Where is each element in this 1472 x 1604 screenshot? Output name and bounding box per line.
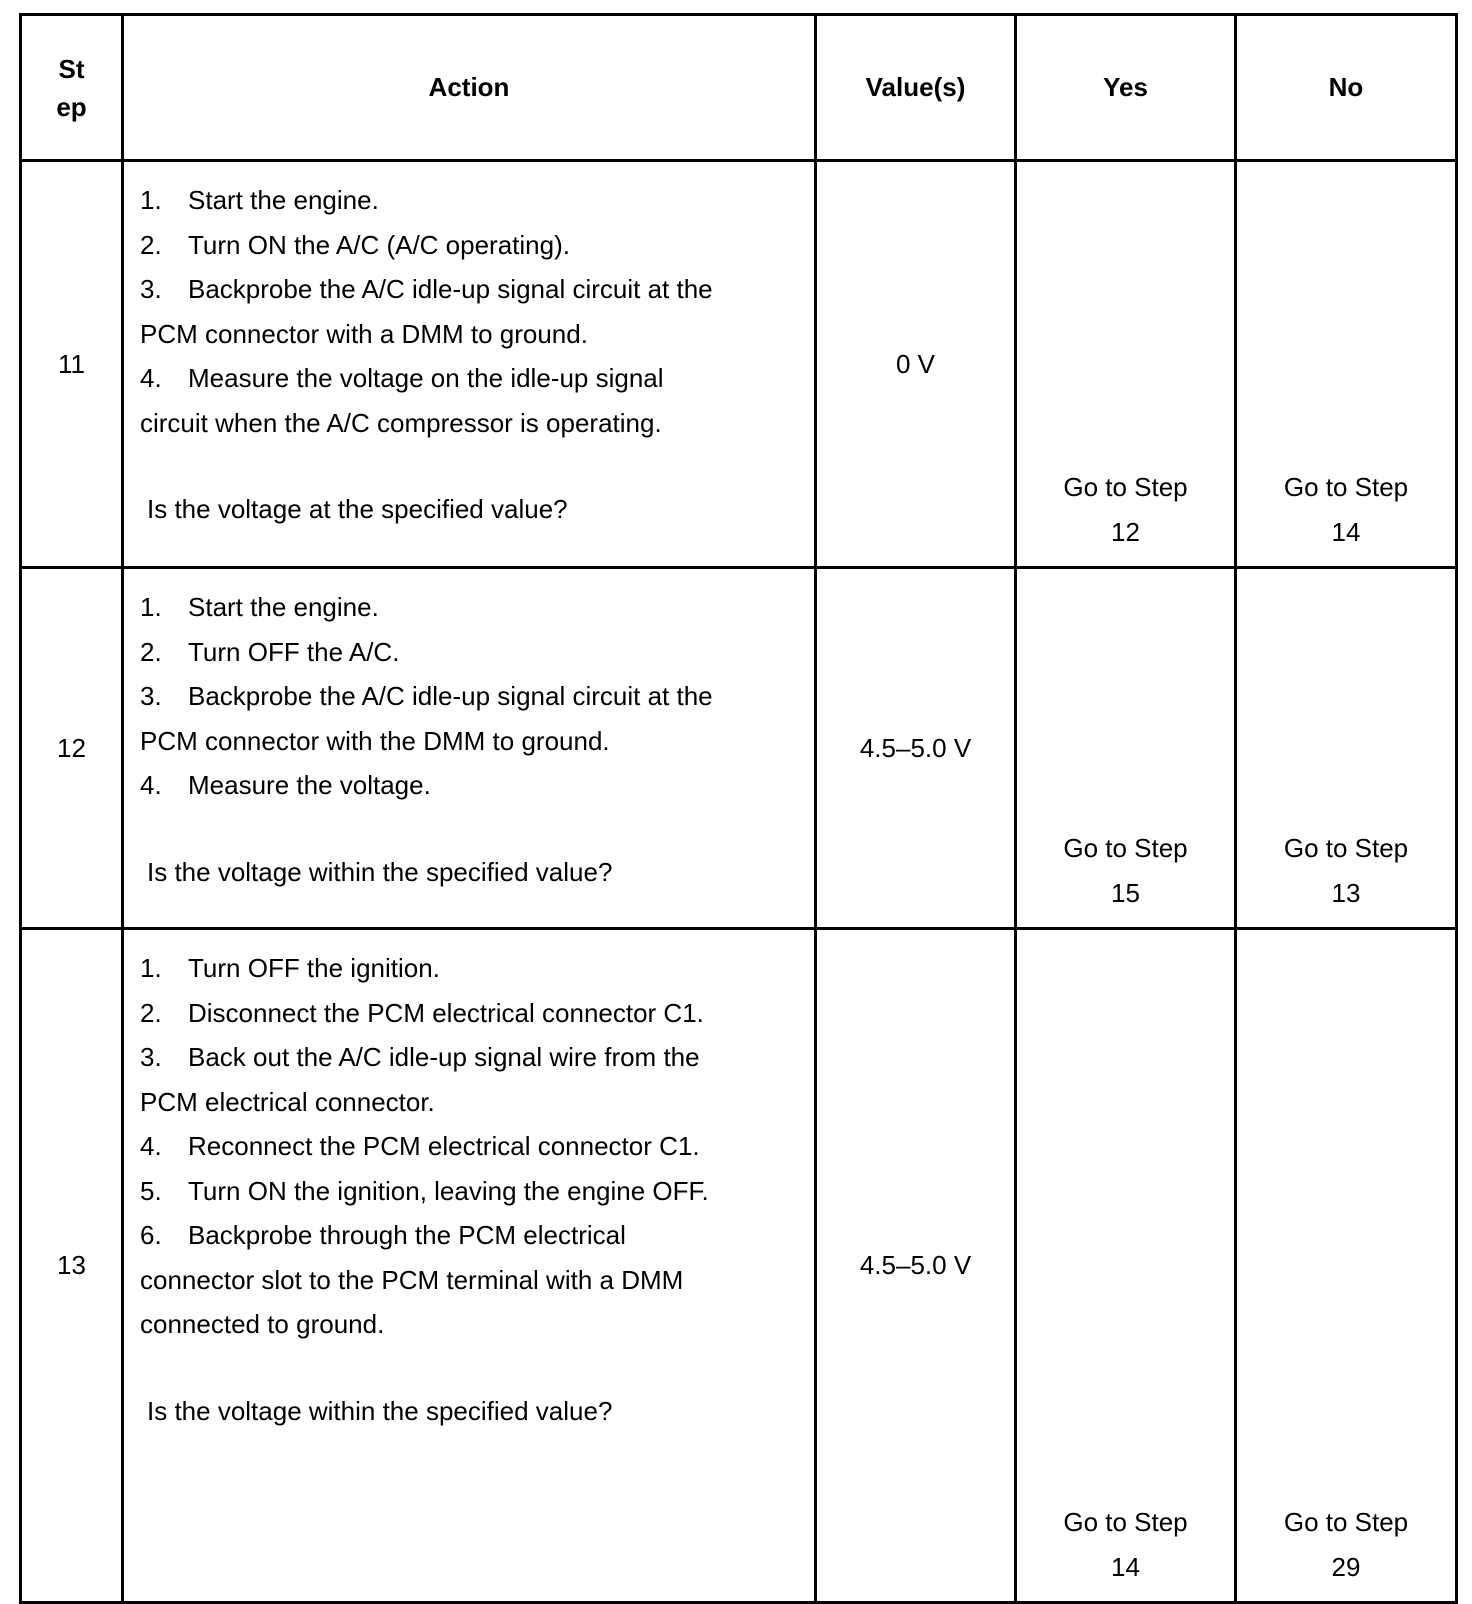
action-question: Is the voltage at the specified value?: [147, 494, 568, 524]
table-row: [21, 568, 1457, 929]
action-step: [140, 267, 814, 356]
action-step: [140, 1035, 814, 1124]
table-row: [21, 929, 1457, 1603]
value-cell: 4.5–5.0 V: [816, 568, 1016, 929]
action-step: [140, 223, 814, 268]
yes-goto-label: Go to Step: [1063, 833, 1188, 863]
action-step: [140, 946, 814, 991]
action-step: [140, 1124, 814, 1169]
step-number: 13: [21, 929, 123, 1603]
no-cell: [1236, 929, 1457, 1603]
action-step: [140, 674, 814, 763]
yes-goto-label: Go to Step: [1063, 472, 1188, 502]
step-number: 12: [21, 568, 123, 929]
action-cell: [123, 929, 816, 1603]
value-cell: 0 V: [816, 161, 1016, 568]
action-step-number: 1.: [140, 592, 162, 622]
action-step-number: 2.: [140, 636, 162, 667]
action-step-number: 3.: [140, 681, 162, 711]
yes-goto-step: 15: [1111, 877, 1140, 908]
yes-goto-step: 14: [1111, 1551, 1140, 1582]
action-step-text: Backprobe the A/C idle-up signal circuit at the PCM connector with the DMM to ground.: [140, 681, 713, 756]
yes-cell: [1016, 568, 1236, 929]
action-step-number: 1.: [140, 953, 162, 983]
action-step-text: Start the engine.: [188, 185, 379, 215]
action-step: [140, 630, 814, 675]
yes-goto-step: 12: [1111, 516, 1140, 547]
header-yes: Yes: [1016, 15, 1236, 161]
action-step: [140, 356, 814, 445]
action-step-text: Backprobe through the PCM electrical connector slot to the PCM terminal with a DMM connected to ground.: [140, 1220, 684, 1339]
action-step-number: 4.: [140, 1131, 162, 1161]
no-goto-label: Go to Step: [1283, 472, 1409, 502]
action-question: Is the voltage within the specified value?: [147, 1395, 613, 1426]
action-step-text: Disconnect the PCM electrical connector C1.: [188, 997, 704, 1028]
header-values: Value(s): [816, 15, 1016, 161]
yes-cell: [1016, 161, 1236, 568]
action-step: [140, 178, 814, 223]
no-goto-label: Go to Step: [1283, 1507, 1409, 1537]
action-step-number: 4.: [140, 363, 162, 393]
header-step-bottom: ep: [56, 91, 87, 122]
action-step: [140, 1213, 814, 1347]
action-step: [140, 1169, 814, 1214]
diagnostic-table: [19, 13, 1458, 1604]
action-step-number: 2.: [140, 997, 162, 1028]
action-step-text: Turn ON the ignition, leaving the engine OFF.: [188, 1175, 709, 1206]
header-step: [21, 15, 123, 161]
action-step: [140, 991, 814, 1036]
action-step-text: Measure the voltage on the idle-up signal circuit when the A/C compressor is operating.: [140, 363, 664, 438]
action-step-number: 5.: [140, 1175, 162, 1206]
action-step-number: 3.: [140, 1042, 162, 1072]
action-step-text: Backprobe the A/C idle-up signal circuit at the PCM connector with a DMM to ground.: [140, 274, 713, 349]
action-step-text: Turn OFF the A/C.: [188, 636, 400, 667]
action-step-text: Start the engine.: [188, 592, 379, 622]
yes-goto-label: Go to Step: [1063, 1507, 1188, 1537]
action-step-text: Measure the voltage.: [188, 770, 431, 800]
action-step-text: Turn ON the A/C (A/C operating).: [188, 229, 570, 260]
action-step: [140, 763, 814, 808]
header-row: [21, 15, 1457, 161]
header-no: No: [1236, 15, 1457, 161]
yes-cell: [1016, 929, 1236, 1603]
no-goto-step: 14: [1331, 516, 1361, 547]
value-cell: 4.5–5.0 V: [816, 929, 1016, 1603]
action-step-number: 4.: [140, 770, 162, 800]
action-cell: [123, 568, 816, 929]
action-step-number: 2.: [140, 229, 162, 260]
no-goto-label: Go to Step: [1283, 833, 1409, 863]
action-step-number: 1.: [140, 185, 162, 215]
action-cell: [123, 161, 816, 568]
action-step: [140, 585, 814, 630]
no-cell: [1236, 161, 1457, 568]
action-step-text: Reconnect the PCM electrical connector C1.: [188, 1131, 700, 1161]
action-step-number: 3.: [140, 274, 162, 304]
action-step-text: Turn OFF the ignition.: [188, 953, 440, 983]
table-row: [21, 161, 1457, 568]
no-goto-step: 13: [1331, 877, 1361, 908]
header-action: Action: [123, 15, 816, 161]
action-question: Is the voltage within the specified value?: [147, 856, 613, 887]
step-number: 11: [21, 161, 123, 568]
no-goto-step: 29: [1331, 1551, 1361, 1582]
action-step-text: Back out the A/C idle-up signal wire from the PCM electrical connector.: [140, 1042, 700, 1117]
header-step-top: St: [58, 53, 85, 84]
no-cell: [1236, 568, 1457, 929]
action-step-number: 6.: [140, 1220, 162, 1250]
